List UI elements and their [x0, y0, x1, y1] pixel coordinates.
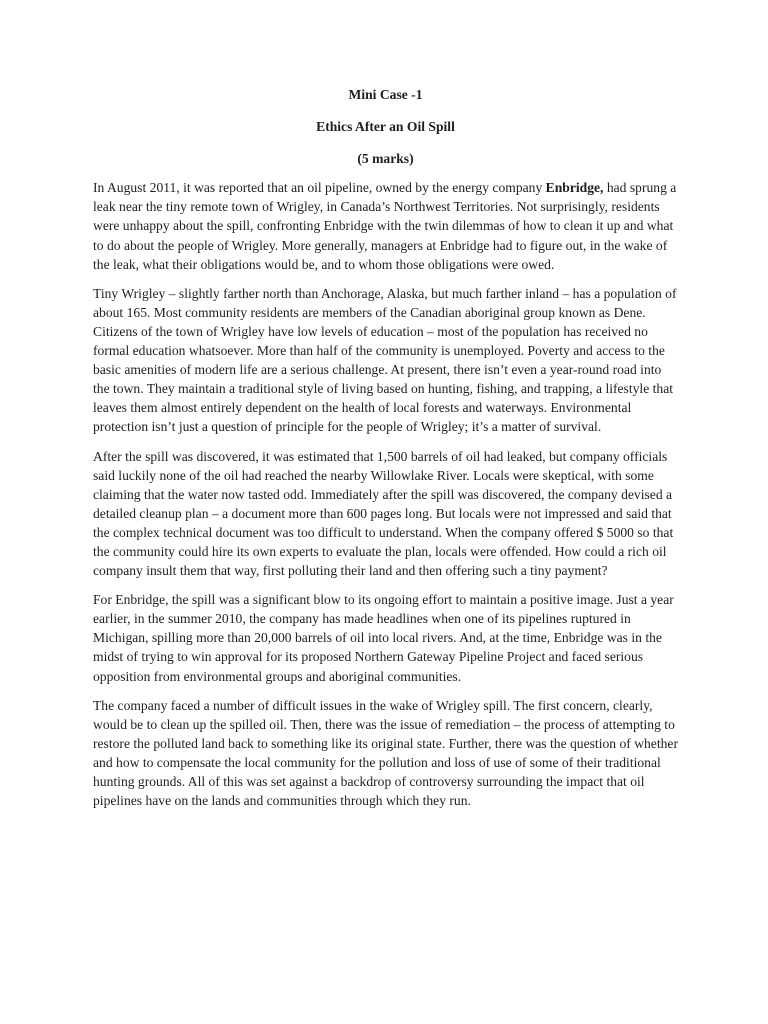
- paragraph-wrigley: Tiny Wrigley – slightly farther north than Anchorage, Alaska, but much farther inland – has a population of about 165. Most community residents are members of the Canadian aboriginal group known as Dene. Citizens of the town of Wrigley have low levels of education – most of the population has received no formal education whatsoever. More than half of the community is unemployed. Poverty and access to the basic amenities of modern life are a serious challenge. At present, there isn’t even a year-round road into the town. They maintain a traditional style of living based on hunting, fishing, and trapping, a lifestyle that leaves them almost entirely dependent on the health of local forests and waterways. Environmental protection isn’t just a question of principle for the people of Wrigley; it’s a matter of survival.: [93, 285, 677, 435]
- marks-heading: (5 marks): [357, 151, 414, 167]
- paragraph-spill: After the spill was discovered, it was estimated that 1,500 barrels of oil had leaked, but company officials said luckily none of the oil had reached the nearby Willowlake River. Locals were skeptical, with some claiming that the water now tasted odd. Immediately after the spill was discovered, the company devised a detailed cleanup plan – a document more than 600 pages long. But locals were not impressed and said that the complex technical document was too difficult to understand. When the company offered $ 5000 so that the community could hire its own experts to evaluate the plan, locals were offended. How could a rich oil company insult them that way, first polluting their land and then offering such a tiny payment?: [93, 448, 674, 579]
- case-title-heading: Ethics After an Oil Spill: [316, 119, 455, 135]
- paragraph-issues: The company faced a number of difficult issues in the wake of Wrigley spill. The first concern, clearly, would be to clean up the spilled oil. Then, there was the issue of remediation – the process of attempting to restore the polluted land back to something like its original state. Further, there was the question of whether and how to compensate the local community for the pollution and loss of use of some of their traditional hunting grounds. All of this was set against a backdrop of controversy surrounding the impact that oil pipelines have on the lands and communities through which they run.: [93, 697, 678, 809]
- paragraph-intro-before: In August 2011, it was reported that an oil pipeline, owned by the energy company: [93, 180, 546, 196]
- paragraph-intro-after: had sprung a leak near the tiny remote town of Wrigley, in Canada’s Northwest Territories. Not surprisingly, residents were unhappy about the spill, confronting Enbridge with the twin dilemmas of how to clean it up and what to do about the people of Wrigley. More generally, managers at Enbridge had to figure out, in the wake of the leak, what their obligations would be, and to whom those obligations were owed.: [93, 180, 677, 272]
- case-number-heading: Mini Case -1: [348, 87, 423, 102]
- paragraph-enbridge: For Enbridge, the spill was a significant blow to its ongoing effort to maintain a positive image. Just a year earlier, in the summer 2010, the company has made headlines when one of its pipelines ruptured in Michigan, spilling more than 20,000 barrels of oil into local rivers. And, at the time, Enbridge was in the midst of trying to win approval for its proposed Northern Gateway Pipeline Project and faced serious opposition from environmental groups and aboriginal communities.: [93, 592, 674, 684]
- paragraph-intro: [93, 178, 678, 273]
- company-name-bold: Enbridge,: [545, 180, 604, 196]
